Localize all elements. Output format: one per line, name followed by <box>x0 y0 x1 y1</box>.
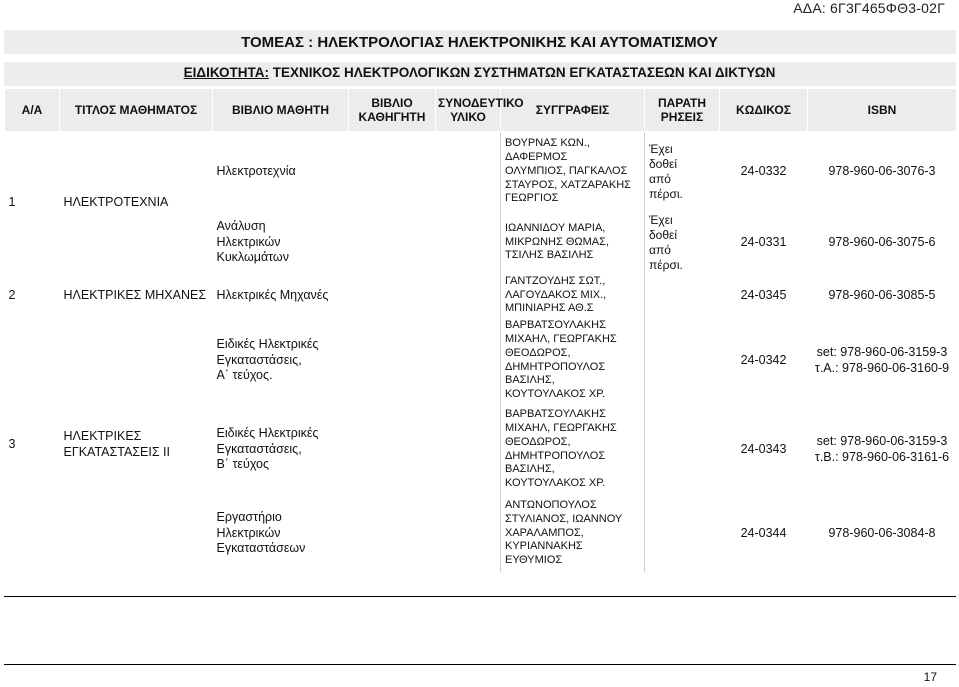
header-isbn: ISBN <box>808 89 957 132</box>
author-line: ΜΙΧΑΗΛ, ΓΕΩΡΓΑΚΗΣ <box>505 421 617 434</box>
notes-cell <box>645 496 720 572</box>
note-line: Έχει <box>649 212 673 227</box>
header-aux-l1: ΣΥΝΟΔΕΥΤΙΚΟ <box>438 96 524 110</box>
header-aux-l2: ΥΛΙΚΟ <box>450 110 486 124</box>
isbn-line: set: 978-960-06-3159-3 <box>816 345 948 359</box>
notes-cell <box>645 212 720 274</box>
student-book: Ηλεκτροτεχνία <box>216 164 296 178</box>
isbn-cell: 978-960-06-3084-8 <box>828 525 936 540</box>
header-teacher-book-l2: ΚΑΘΗΓΗΤΗ <box>358 110 426 124</box>
teacher-book <box>349 318 436 404</box>
author-line: ΓΕΩΡΓΙΟΣ <box>505 192 559 205</box>
student-book <box>213 404 349 496</box>
course-title <box>60 318 213 572</box>
author-line: ΟΛΥΜΠΙΟΣ, ΠΑΓΚΑΛΟΣ <box>505 164 628 177</box>
book-line: Ηλεκτρικών <box>216 234 281 249</box>
author-line: ΛΑΓΟΥΔΑΚΟΣ ΜΙΧ., <box>505 288 607 301</box>
author-line: ΔΗΜΗΤΡΟΠΟΥΛΟΣ <box>505 360 606 373</box>
isbn-line: τ.Α.: 978-960-06-3160-9 <box>814 360 950 375</box>
title-line: ΗΛΕΚΤΡΙΚΕΣ <box>63 429 142 443</box>
book-line: Εργαστήριο <box>216 510 282 525</box>
specialty-title <box>0 65 959 80</box>
author-line: ΓΑΝΤΖΟΥΔΗΣ ΣΩΤ., <box>505 274 606 287</box>
teacher-book <box>349 132 436 212</box>
author-line: ΒΟΥΡΝΑΣ ΚΩΝ., <box>505 137 590 150</box>
notes-cell <box>645 132 720 212</box>
header-authors: ΣΥΓΓΡΑΦΕΙΣ <box>501 89 645 132</box>
note-line: από <box>649 171 671 186</box>
aux-material <box>436 274 501 318</box>
header-aux <box>436 89 524 132</box>
isbn-cell <box>808 318 957 404</box>
teacher-book <box>349 212 436 274</box>
isbn-line: set: 978-960-06-3159-3 <box>816 434 948 448</box>
student-book <box>213 318 349 404</box>
book-line: Β΄ τεύχος <box>216 457 270 472</box>
author-line: ΒΑΡΒΑΤΣΟΥΛΑΚΗΣ <box>505 408 606 421</box>
author-line: ΤΣΙΛΗΣ ΒΑΣΙΛΗΣ <box>505 249 594 262</box>
code-cell: 24-0345 <box>740 287 787 302</box>
authors-cell <box>501 132 645 212</box>
note-line: Έχει <box>649 141 673 156</box>
code-cell: 24-0344 <box>740 525 787 540</box>
isbn-cell: 978-960-06-3085-5 <box>828 287 936 302</box>
author-line: ΒΑΣΙΛΗΣ, <box>505 374 555 387</box>
note-line: δοθεί <box>649 156 678 171</box>
sector-title: ΤΟΜΕΑΣ : ΗΛΕΚΤΡΟΛΟΓΙΑΣ ΗΛΕΚΤΡΟΝΙΚΗΣ ΚΑΙ ΑΥΤΟΜΑΤΙΣΜΟΥ <box>241 34 718 51</box>
student-book: Ηλεκτρικές Μηχανές <box>216 287 329 302</box>
header-notes <box>645 89 720 132</box>
aux-material <box>436 318 501 404</box>
authors-cell <box>501 404 645 496</box>
aa-cell: 2 <box>8 287 16 302</box>
author-line: ΕΥΘΥΜΙΟΣ <box>505 554 563 567</box>
book-line: Ειδικές Ηλεκτρικές <box>216 426 319 441</box>
code-cell: 24-0332 <box>740 164 787 178</box>
authors-cell <box>501 212 645 274</box>
isbn-cell <box>808 404 957 496</box>
page-number: 17 <box>923 670 937 684</box>
author-line: ΙΩΑΝΝΙΔΟΥ ΜΑΡΙΑ, <box>505 221 606 234</box>
isbn-cell: 978-960-06-3075-6 <box>828 234 936 249</box>
book-line: Ανάλυση <box>216 219 266 234</box>
book-line: Εγκαταστάσεις, <box>216 352 302 367</box>
specialty-label: ΕΙΔΙΚΟΤΗΤΑ: <box>183 65 269 80</box>
header-notes-l2: ΡΗΣΕΙΣ <box>660 110 704 124</box>
author-line: ΔΗΜΗΤΡΟΠΟΥΛΟΣ <box>505 449 606 462</box>
author-line: ΚΥΡΙΑΝΝΑΚΗΣ <box>505 540 583 553</box>
author-line: ΘΕΟΔΩΡΟΣ, <box>505 346 571 359</box>
authors-cell <box>501 274 645 318</box>
note-line: πέρσι. <box>649 257 683 272</box>
author-line: ΜΠΙΝΙΑΡΗΣ ΑΘ.Σ <box>505 302 594 315</box>
header-notes-l1: ΠΑΡΑΤΗ <box>657 96 707 110</box>
teacher-book <box>349 496 436 572</box>
table-row <box>5 274 957 318</box>
aa-cell: 1 <box>8 195 16 209</box>
note-line: από <box>649 242 671 257</box>
authors-cell <box>501 318 645 404</box>
aux-material <box>436 132 501 212</box>
author-line: ΚΟΥΤΟΥΛΑΚΟΣ ΧΡ. <box>505 477 606 490</box>
header-code: ΚΩΔΙΚΟΣ <box>720 89 808 132</box>
header-title: ΤΙΤΛΟΣ ΜΑΘΗΜΑΤΟΣ <box>60 89 213 132</box>
author-line: ΜΙΧΑΗΛ, ΓΕΩΡΓΑΚΗΣ <box>505 332 617 345</box>
isbn-cell: 978-960-06-3076-3 <box>828 164 936 178</box>
notes-cell <box>645 274 720 318</box>
code-cell: 24-0331 <box>740 234 787 249</box>
ada-code: ΑΔΑ: 6Γ3Γ465ΦΘ3-02Γ <box>793 0 945 16</box>
author-line: ΧΑΡΑΛΑΜΠΟΣ, <box>505 526 584 539</box>
specialty-value: ΤΕΧΝΙΚΟΣ ΗΛΕΚΤΡΟΛΟΓΙΚΩΝ ΣΥΣΤΗΜΑΤΩΝ ΕΓΚΑΤΑΣΤΑΣΕΩΝ ΚΑΙ ΔΙΚΤΥΩΝ <box>272 65 776 80</box>
aux-material <box>436 212 501 274</box>
notes-cell <box>645 318 720 404</box>
aux-material <box>436 404 501 496</box>
table-row <box>5 318 957 404</box>
header-teacher-book <box>349 89 436 132</box>
header-teacher-book-l1: ΒΙΒΛΙΟ <box>371 96 413 110</box>
aa-cell: 3 <box>8 436 16 451</box>
code-cell: 24-0342 <box>740 352 787 367</box>
author-line: ΑΝΤΩΝΟΠΟΥΛΟΣ <box>505 499 597 511</box>
book-line: Ηλεκτρικών <box>216 525 281 540</box>
author-line: ΜΙΚΡΩΝΗΣ ΘΩΜΑΣ, <box>505 235 609 248</box>
course-title: ΗΛΕΚΤΡΙΚΕΣ ΜΗΧΑΝΕΣ <box>63 287 207 302</box>
header-student-book: ΒΙΒΛΙΟ ΜΑΘΗΤΗ <box>213 89 349 132</box>
title-line: ΕΓΚΑΤΑΣΤΑΣΕΙΣ ΙΙ <box>63 444 170 459</box>
isbn-line: τ.Β.: 978-960-06-3161-6 <box>814 449 950 464</box>
author-line: ΘΕΟΔΩΡΟΣ, <box>505 435 571 448</box>
textbook-table <box>4 88 957 572</box>
table-row <box>5 132 957 212</box>
note-line: πέρσι. <box>649 186 683 201</box>
author-line: ΣΤΑΥΡΟΣ, ΧΑΤΖΑΡΑΚΗΣ <box>505 178 631 191</box>
book-line: Εγκαταστάσεις, <box>216 441 302 456</box>
book-line: Εγκαταστάσεων <box>216 541 306 556</box>
author-line: ΣΤΥΛΙΑΝΟΣ, ΙΩΑΝΝΟΥ <box>505 512 623 525</box>
author-line: ΔΑΦΕΡΜΟΣ <box>505 151 568 164</box>
authors-cell <box>501 496 645 572</box>
author-line: ΒΑΡΒΑΤΣΟΥΛΑΚΗΣ <box>505 319 606 332</box>
footer-rule <box>4 664 956 665</box>
book-line: Κυκλωμάτων <box>216 250 289 265</box>
header-row <box>5 89 957 132</box>
notes-cell <box>645 404 720 496</box>
code-cell: 24-0343 <box>740 441 787 456</box>
book-line: Α΄ τεύχος. <box>216 368 273 383</box>
author-line: ΚΟΥΤΟΥΛΑΚΟΣ ΧΡ. <box>505 388 606 401</box>
teacher-book <box>349 404 436 496</box>
table-bottom-rule <box>4 596 956 597</box>
book-line: Ειδικές Ηλεκτρικές <box>216 337 319 352</box>
teacher-book <box>349 274 436 318</box>
student-book <box>213 496 349 572</box>
course-title: ΗΛΕΚΤΡΟΤΕΧΝΙΑ <box>63 195 169 209</box>
author-line: ΒΑΣΙΛΗΣ, <box>505 463 555 476</box>
header-aa: Α/Α <box>5 89 60 132</box>
aux-material <box>436 496 501 572</box>
note-line: δοθεί <box>649 227 678 242</box>
student-book <box>213 212 349 274</box>
